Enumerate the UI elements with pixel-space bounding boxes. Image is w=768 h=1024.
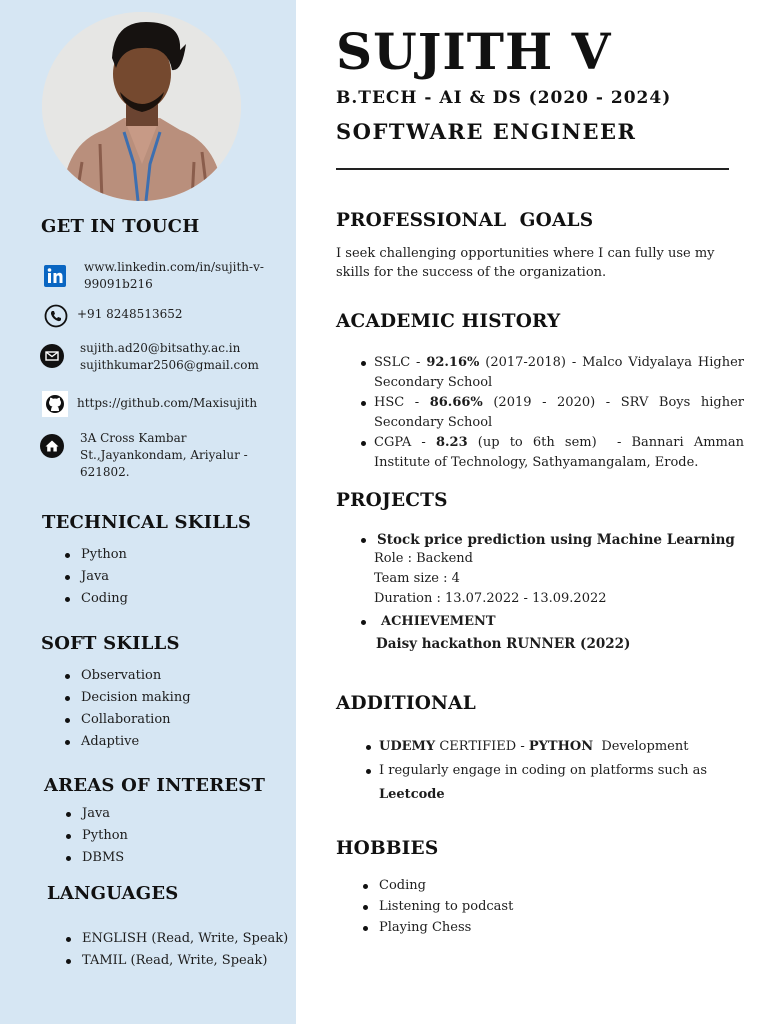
hobbies-heading: HOBBIES — [336, 838, 439, 859]
achievement-text: Daisy hackathon RUNNER (2022) — [376, 636, 631, 652]
linkedin-link[interactable]: www.linkedin.com/in/sujith-v-99091b216 — [84, 260, 264, 291]
list-item: Java — [66, 803, 128, 825]
technical-skills-list — [65, 544, 128, 610]
email-secondary[interactable]: sujithkumar2506@gmail.com — [80, 358, 259, 372]
linkedin-icon — [44, 265, 66, 287]
address-line-3: 621802. — [80, 465, 130, 479]
list-item: Java — [65, 566, 128, 588]
contact-heading: GET IN TOUCH — [41, 216, 200, 237]
list-item: Coding — [363, 875, 513, 896]
bullet — [366, 769, 371, 774]
contact-email — [40, 340, 290, 376]
bullet — [361, 538, 366, 543]
phone-number: +91 8248513652 — [77, 307, 183, 321]
languages-heading: LANGUAGES — [47, 883, 179, 904]
person-portrait-icon — [42, 12, 241, 201]
github-icon — [42, 391, 68, 417]
list-item: Adaptive — [65, 731, 191, 753]
list-item: Coding — [65, 588, 128, 610]
list-item: HSC - 86.66% (2019 - 2020) - SRV Boys higher Secondary School — [336, 393, 744, 433]
list-item: SSLC - 92.16% (2017-2018) - Malco Vidyalaya Higher Secondary School — [336, 353, 744, 393]
list-item: Python — [66, 825, 128, 847]
achievement-label: ACHIEVEMENT — [381, 614, 496, 629]
candidate-name: SUJITH V — [336, 22, 612, 81]
email-icon — [40, 344, 64, 368]
goals-heading: PROFESSIONAL GOALS — [336, 210, 594, 231]
contact-address — [40, 430, 290, 484]
list-item: TAMIL (Read, Write, Speak) — [66, 950, 288, 972]
list-item: ENGLISH (Read, Write, Speak) — [66, 928, 288, 950]
soft-skills-heading: SOFT SKILLS — [41, 633, 180, 654]
email-primary[interactable]: sujith.ad20@bitsathy.ac.in — [80, 341, 241, 355]
coding-practice-text: I regularly engage in coding on platforms such as — [379, 763, 708, 778]
list-item: Observation — [65, 665, 191, 687]
phone-icon — [44, 304, 68, 328]
degree: B.TECH - AI & DS (2020 - 2024) — [336, 88, 672, 108]
hobbies-list — [363, 875, 513, 938]
list-item: Listening to podcast — [363, 896, 513, 917]
contact-phone — [40, 306, 290, 326]
interests-list — [66, 803, 128, 869]
projects-heading: PROJECTS — [336, 490, 448, 511]
leetcode-label: Leetcode — [379, 787, 445, 802]
list-item: CGPA - 8.23 (up to 6th sem) - Bannari Amman Institute of Technology, Sathyamangalam, Erode. — [336, 433, 744, 473]
list-item: Collaboration — [65, 709, 191, 731]
contact-github — [40, 395, 290, 415]
list-item: Decision making — [65, 687, 191, 709]
sidebar — [0, 0, 296, 1024]
address-line-1: 3A Cross Kambar — [80, 431, 187, 445]
divider — [336, 168, 729, 170]
project-team: Team size : 4 — [374, 571, 460, 586]
technical-skills-heading: TECHNICAL SKILLS — [42, 512, 252, 533]
project-role: Role : Backend — [374, 551, 473, 566]
academic-heading: ACADEMIC HISTORY — [336, 311, 561, 332]
additional-heading: ADDITIONAL — [336, 693, 476, 714]
list-item: Python — [65, 544, 128, 566]
address-line-2: St.,Jayankondam, Ariyalur - — [80, 448, 248, 462]
academic-list — [336, 353, 749, 473]
interests-heading: AREAS OF INTEREST — [44, 775, 266, 796]
languages-list — [66, 928, 288, 972]
project-title: Stock price prediction using Machine Learning — [377, 532, 735, 548]
goals-text: I seek challenging opportunities where I can fully use my skills for the success of the organization. — [336, 246, 715, 280]
bullet — [361, 620, 366, 625]
main-content — [296, 0, 768, 1024]
github-link[interactable]: https://github.com/Maxisujith — [77, 396, 258, 410]
udemy-certification: UDEMY CERTIFIED - PYTHON Development — [379, 739, 689, 754]
profile-photo — [42, 12, 241, 201]
home-icon — [40, 434, 64, 458]
job-title: SOFTWARE ENGINEER — [336, 119, 637, 144]
soft-skills-list — [65, 665, 191, 753]
bullet — [366, 745, 371, 750]
list-item: DBMS — [66, 847, 128, 869]
list-item: Playing Chess — [363, 917, 513, 938]
project-duration: Duration : 13.07.2022 - 13.09.2022 — [374, 591, 607, 606]
contact-linkedin — [40, 259, 290, 295]
